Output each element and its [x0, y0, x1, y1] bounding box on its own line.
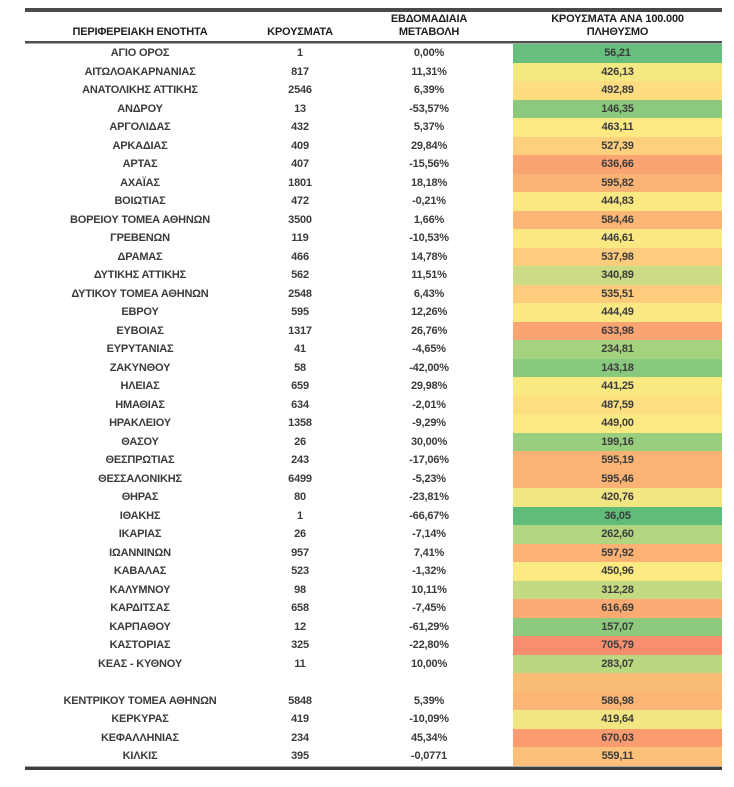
region-cell: ΙΩΑΝΝΙΝΩΝ	[109, 546, 171, 559]
region-cell: ΚΑΛΥΜΝΟΥ	[109, 583, 171, 596]
region-cell: ΗΡΑΚΛΕΙΟΥ	[109, 417, 171, 429]
table-row	[25, 470, 722, 489]
weekly-change-cell: -5,23%	[412, 472, 446, 485]
cases-cell: 41	[294, 343, 306, 355]
weekly-change-cell: 12,26%	[410, 306, 448, 318]
region-cell: ΙΘΑΚΗΣ	[119, 509, 161, 522]
weekly-change-cell: -9,29%	[412, 417, 446, 429]
table-row	[25, 248, 722, 267]
weekly-change-cell: 11,31%	[411, 65, 447, 78]
table-row	[25, 137, 722, 156]
weekly-change-cell: -17,06%	[409, 454, 449, 466]
table-row	[25, 507, 722, 526]
weekly-change-cell: 0,00%	[413, 47, 445, 59]
header-cases-label: ΚΡΟΥΣΜΑΤΑ	[267, 26, 333, 39]
weekly-change-cell: 5,37%	[413, 121, 445, 133]
cases-cell: 432	[291, 121, 309, 133]
per-100k-cell: 527,39	[513, 137, 722, 156]
region-cell: ΚΕΝΤΡΙΚΟΥ ΤΟΜΕΑ ΑΘΗΝΩΝ	[63, 694, 217, 707]
per-100k-cell: 312,28	[513, 581, 722, 600]
table-header-row	[25, 12, 722, 41]
cases-cell: 407	[291, 158, 309, 170]
table-row	[25, 359, 722, 378]
per-100k-cell: 444,49	[513, 303, 722, 322]
cases-cell: 1	[297, 47, 303, 59]
cases-cell: 1358	[288, 417, 312, 429]
region-cell: ΘΑΣΟΥ	[121, 435, 159, 448]
per-100k-cell: 597,92	[513, 544, 722, 563]
table-row	[25, 396, 722, 415]
per-100k-cell	[513, 673, 722, 692]
weekly-change-cell: -23,81%	[409, 491, 449, 503]
region-cell: ΓΡΕΒΕΝΩΝ	[110, 232, 170, 244]
region-cell: ΒΟΡΕΙΟΥ ΤΟΜΕΑ ΑΘΗΝΩΝ	[70, 213, 210, 226]
per-100k-cell: 595,46	[513, 470, 722, 489]
region-cell: ΒΟΙΩΤΙΑΣ	[114, 195, 166, 207]
table-row	[25, 544, 722, 563]
per-100k-cell: 636,66	[513, 155, 722, 174]
cases-cell: 325	[291, 639, 309, 651]
cases-cell: 419	[291, 713, 309, 725]
table-row	[25, 414, 722, 433]
cases-cell: 234	[291, 731, 309, 744]
table-row	[25, 100, 722, 119]
region-cell: ΙΚΑΡΙΑΣ	[118, 528, 162, 540]
table-row	[25, 211, 722, 230]
region-cell: ΘΗΡΑΣ	[121, 491, 159, 503]
cases-cell: 1801	[288, 176, 312, 189]
table-row	[25, 81, 722, 100]
header-regional-unit-label: ΠΕΡΙΦΕΡΕΙΑΚΗ ΕΝΟΤΗΤΑ	[72, 26, 208, 39]
region-cell: ΑΝΔΡΟΥ	[117, 102, 163, 115]
weekly-change-cell: -1,32%	[412, 565, 446, 577]
cases-cell: 13	[294, 102, 306, 115]
region-cell: ΑΙΤΩΛΟΑΚΑΡΝΑΝΙΑΣ	[84, 65, 196, 78]
per-100k-cell: 487,59	[513, 396, 722, 415]
cases-cell: 1	[297, 509, 303, 522]
region-cell: ΑΧΑΪΑΣ	[120, 176, 160, 189]
table-row	[25, 747, 722, 766]
table-row	[25, 155, 722, 174]
region-cell: ΕΥΒΟΙΑΣ	[116, 324, 164, 337]
region-cell: ΚΕΑΣ - ΚΥΘΝΟΥ	[98, 657, 182, 670]
per-100k-cell: 199,16	[513, 433, 722, 452]
table-row	[25, 451, 722, 470]
weekly-change-cell: -61,29%	[409, 620, 449, 633]
cases-cell: 3500	[288, 213, 312, 226]
header-weekly-change-label: ΕΒΔΟΜΑΔΙΑΙΑ ΜΕΤΑΒΟΛΗ	[390, 13, 468, 39]
region-cell: ΚΕΦΑΛΛΗΝΙΑΣ	[101, 731, 179, 744]
weekly-change-cell: -10,09%	[409, 713, 449, 725]
table-row	[25, 63, 722, 82]
table-row	[25, 174, 722, 193]
weekly-change-cell: 11,51%	[411, 269, 447, 281]
region-cell: ΔΥΤΙΚΗΣ ΑΤΤΙΚΗΣ	[93, 269, 187, 281]
table-row	[25, 118, 722, 137]
region-cell: ΚΑΣΤΟΡΙΑΣ	[109, 639, 171, 651]
weekly-change-cell: 10,11%	[411, 583, 447, 596]
table-row	[25, 44, 722, 63]
table-row	[25, 525, 722, 544]
table-row	[25, 303, 722, 322]
header-cases	[255, 26, 345, 39]
cases-cell: 523	[291, 565, 309, 577]
cases-cell: 26	[294, 528, 306, 540]
header-cases-per-100k-label: ΚΡΟΥΣΜΑΤΑ ΑΝΑ 100.000 ΠΛΗΘΥΣΜΟ	[551, 13, 684, 39]
table-bottom-rule	[25, 766, 722, 770]
per-100k-cell: 670,03	[513, 729, 722, 748]
per-100k-cell: 283,07	[513, 655, 722, 674]
cases-cell: 58	[294, 361, 306, 374]
table-body	[25, 44, 722, 766]
weekly-change-cell: 29,98%	[410, 380, 448, 392]
table-row	[25, 729, 722, 748]
table-row	[25, 192, 722, 211]
per-100k-cell: 705,79	[513, 636, 722, 655]
weekly-change-cell: 14,78%	[410, 250, 448, 263]
table-row	[25, 488, 722, 507]
weekly-change-cell: -10,53%	[409, 232, 449, 244]
weekly-change-cell: -0,21%	[412, 195, 446, 207]
region-cell: ΗΛΕΙΑΣ	[120, 380, 160, 392]
per-100k-cell: 586,98	[513, 692, 722, 711]
weekly-change-cell: -66,67%	[409, 509, 449, 522]
region-cell: ΘΕΣΠΡΩΤΙΑΣ	[105, 454, 175, 466]
per-100k-cell: 143,18	[513, 359, 722, 378]
cases-cell: 119	[291, 232, 309, 244]
table-row	[25, 692, 722, 711]
weekly-change-cell: 29,84%	[410, 139, 448, 152]
weekly-change-cell: 30,00%	[410, 435, 448, 448]
table-row	[25, 266, 722, 285]
cases-cell: 6499	[288, 472, 312, 485]
per-100k-cell: 446,61	[513, 229, 722, 248]
region-cell: ΚΑΡΔΙΤΣΑΣ	[110, 602, 170, 614]
region-cell: ΖΑΚΥΝΘΟΥ	[109, 361, 171, 374]
cases-cell: 634	[291, 398, 309, 411]
cases-cell: 395	[291, 750, 309, 762]
weekly-change-cell: 10,00%	[410, 657, 448, 670]
weekly-change-cell: -4,65%	[412, 343, 446, 355]
weekly-change-cell: -0,0771	[411, 750, 447, 762]
per-100k-cell: 616,69	[513, 599, 722, 618]
cases-cell: 2546	[288, 84, 312, 96]
per-100k-cell: 56,21	[513, 44, 722, 63]
table-row	[25, 340, 722, 359]
per-100k-cell: 537,98	[513, 248, 722, 267]
cases-cell: 466	[291, 250, 309, 263]
table-row	[25, 322, 722, 341]
weekly-change-cell: 18,18%	[410, 176, 448, 189]
table-row	[25, 618, 722, 637]
region-cell: ΚΕΡΚΥΡΑΣ	[111, 713, 169, 725]
cases-cell: 26	[294, 435, 306, 448]
cases-cell: 98	[294, 583, 306, 596]
weekly-change-cell: 7,41%	[413, 546, 445, 559]
cases-cell: 659	[291, 380, 309, 392]
weekly-change-cell: 26,76%	[410, 324, 448, 337]
weekly-change-cell: 45,34%	[410, 731, 448, 744]
table-row	[25, 285, 722, 304]
region-cell: ΑΓΙΟ ΟΡΟΣ	[110, 47, 170, 59]
header-cases-per-100k	[513, 13, 722, 39]
per-100k-cell: 463,11	[513, 118, 722, 137]
region-cell: ΚΑΡΠΑΘΟΥ	[109, 620, 171, 633]
region-cell: ΘΕΣΣΑΛΟΝΙΚΗΣ	[98, 472, 182, 485]
table-row	[25, 433, 722, 452]
header-regional-unit	[25, 26, 255, 39]
cases-cell: 817	[291, 65, 309, 78]
table-row	[25, 655, 722, 674]
per-100k-cell: 419,64	[513, 710, 722, 729]
cases-cell: 409	[291, 139, 309, 152]
header-weekly-change	[345, 13, 513, 39]
per-100k-cell: 449,00	[513, 414, 722, 433]
cases-cell: 80	[294, 491, 306, 503]
cases-cell: 11	[294, 657, 306, 670]
weekly-change-cell: -53,57%	[409, 102, 449, 115]
weekly-change-cell: -2,01%	[412, 398, 446, 411]
per-100k-cell: 262,60	[513, 525, 722, 544]
region-cell: ΔΡΑΜΑΣ	[117, 250, 163, 263]
region-cell: ΕΒΡΟΥ	[121, 306, 159, 318]
weekly-change-cell: -42,00%	[409, 361, 449, 374]
per-100k-cell: 559,11	[513, 747, 722, 766]
per-100k-cell: 450,96	[513, 562, 722, 581]
weekly-change-cell: 6,39%	[413, 84, 445, 96]
weekly-change-cell: 1,66%	[413, 213, 445, 226]
table-row	[25, 377, 722, 396]
region-cell: ΕΥΡΥΤΑΝΙΑΣ	[106, 343, 174, 355]
per-100k-cell: 146,35	[513, 100, 722, 119]
cases-cell: 472	[291, 195, 309, 207]
region-cell: ΚΙΛΚΙΣ	[122, 750, 158, 762]
table-row	[25, 636, 722, 655]
per-100k-cell: 441,25	[513, 377, 722, 396]
table-row	[25, 581, 722, 600]
cases-cell: 2548	[288, 287, 312, 300]
weekly-change-cell: -7,14%	[412, 528, 446, 540]
per-100k-cell: 584,46	[513, 211, 722, 230]
per-100k-cell: 234,81	[513, 340, 722, 359]
weekly-change-cell: -22,80%	[409, 639, 449, 651]
per-100k-cell: 340,89	[513, 266, 722, 285]
region-cell: ΔΥΤΙΚΟΥ ΤΟΜΕΑ ΑΘΗΝΩΝ	[71, 287, 209, 300]
per-100k-cell: 157,07	[513, 618, 722, 637]
cases-cell: 1317	[288, 324, 312, 337]
per-100k-cell: 36,05	[513, 507, 722, 526]
per-100k-cell: 420,76	[513, 488, 722, 507]
table-row	[25, 562, 722, 581]
regional-cases-table	[25, 8, 722, 770]
cases-cell: 595	[291, 306, 309, 318]
weekly-change-cell: 5,39%	[413, 694, 445, 707]
region-cell: ΑΝΑΤΟΛΙΚΗΣ ΑΤΤΙΚΗΣ	[82, 84, 198, 96]
per-100k-cell: 444,83	[513, 192, 722, 211]
per-100k-cell: 426,13	[513, 63, 722, 82]
region-cell: ΚΑΒΑΛΑΣ	[113, 565, 167, 577]
weekly-change-cell: -15,56%	[409, 158, 449, 170]
region-cell: ΗΜΑΘΙΑΣ	[115, 398, 165, 411]
cases-cell: 658	[291, 602, 309, 614]
weekly-change-cell: 6,43%	[413, 287, 445, 300]
region-cell: ΑΡΤΑΣ	[122, 158, 158, 170]
cases-cell: 957	[291, 546, 309, 559]
region-cell: ΑΡΓΟΛΙΔΑΣ	[109, 121, 171, 133]
weekly-change-cell: -7,45%	[412, 602, 446, 614]
table-row	[25, 599, 722, 618]
cases-cell: 243	[291, 454, 309, 466]
table-row	[25, 229, 722, 248]
cases-cell: 562	[291, 269, 309, 281]
per-100k-cell: 595,19	[513, 451, 722, 470]
per-100k-cell: 535,51	[513, 285, 722, 304]
per-100k-cell: 595,82	[513, 174, 722, 193]
table-row-empty	[25, 673, 722, 692]
region-cell: ΑΡΚΑΔΙΑΣ	[112, 139, 168, 152]
per-100k-cell: 492,89	[513, 81, 722, 100]
table-row	[25, 710, 722, 729]
per-100k-cell: 633,98	[513, 322, 722, 341]
cases-cell: 5848	[288, 694, 312, 707]
cases-cell: 12	[294, 620, 306, 633]
